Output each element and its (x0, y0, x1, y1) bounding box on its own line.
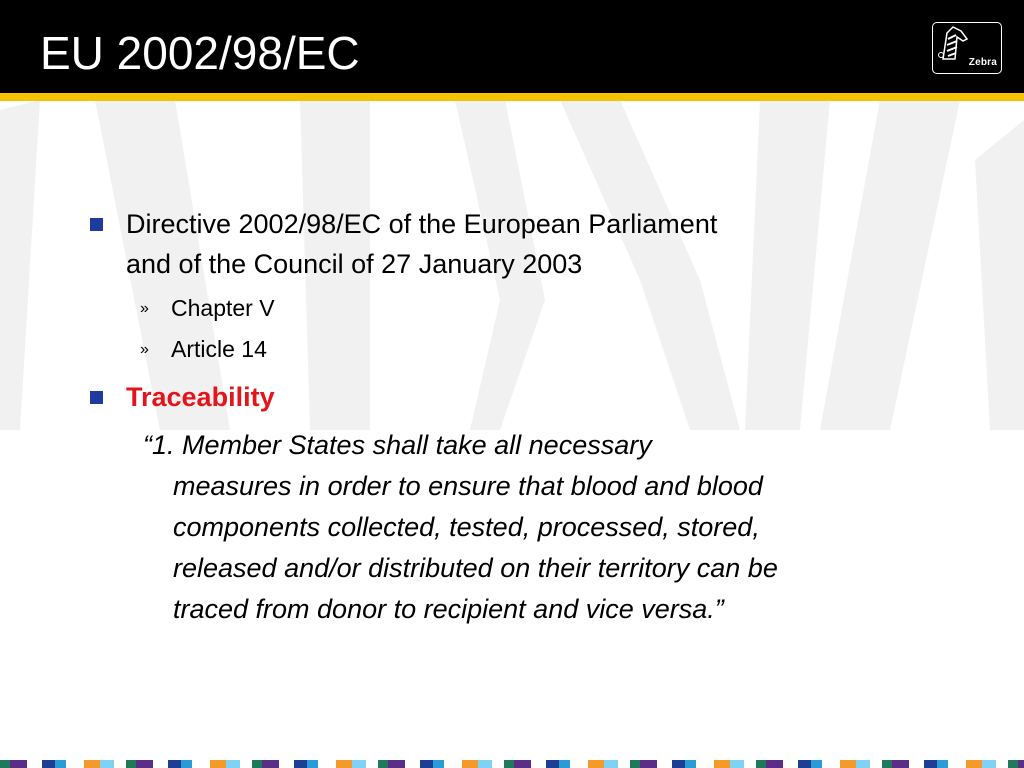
strip-segment (1008, 760, 1018, 768)
strip-segment (618, 760, 630, 768)
strip-segment (966, 760, 982, 768)
strip-segment (840, 760, 856, 768)
strip-segment (492, 760, 504, 768)
strip-segment (378, 760, 388, 768)
bullet-square-icon (90, 391, 103, 404)
strip-segment (462, 760, 478, 768)
strip-segment (982, 760, 996, 768)
strip-segment (546, 760, 559, 768)
strip-segment (181, 760, 192, 768)
bullet-square-icon (90, 218, 103, 231)
strip-segment (514, 760, 531, 768)
strip-segment (588, 760, 604, 768)
quote-line: measures in order to ensure that blood and blood (173, 471, 763, 501)
directive-quote (143, 425, 778, 630)
strip-segment (714, 760, 730, 768)
logo-wordmark: Zebra (968, 57, 997, 68)
strip-segment (27, 760, 42, 768)
strip-segment (153, 760, 168, 768)
strip-segment (405, 760, 420, 768)
strip-segment (226, 760, 240, 768)
strip-segment (240, 760, 252, 768)
strip-segment (996, 760, 1008, 768)
quote-line: “1. Member States shall take all necessary (143, 430, 652, 460)
slide-title: EU 2002/98/EC (40, 27, 360, 79)
raquo-bullet-icon: » (140, 300, 149, 317)
quote-line: components collected, tested, processed, stored, (173, 512, 760, 542)
strip-segment (892, 760, 909, 768)
strip-segment (279, 760, 294, 768)
strip-segment (696, 760, 714, 768)
bullet-directive (126, 204, 717, 284)
strip-segment (909, 760, 924, 768)
sub-bullet-article: Article 14 (171, 336, 267, 362)
strip-segment (433, 760, 444, 768)
strip-segment (744, 760, 756, 768)
strip-segment (822, 760, 840, 768)
strip-segment (937, 760, 948, 768)
title-bar (0, 0, 1024, 93)
sub-bullet-chapter: Chapter V (171, 295, 275, 321)
strip-segment (570, 760, 588, 768)
zebra-logo (932, 22, 1002, 74)
quote-line: traced from donor to recipient and vice versa.” (173, 594, 724, 624)
strip-segment (66, 760, 84, 768)
strip-segment (294, 760, 307, 768)
strip-segment (882, 760, 892, 768)
strip-segment (783, 760, 798, 768)
quote-line: released and/or distributed on their territory can be (173, 553, 778, 583)
strip-segment (604, 760, 618, 768)
strip-segment (948, 760, 966, 768)
strip-segment (168, 760, 181, 768)
strip-segment (55, 760, 66, 768)
strip-segment (126, 760, 136, 768)
strip-segment (730, 760, 744, 768)
strip-segment (856, 760, 870, 768)
strip-segment (352, 760, 366, 768)
strip-segment (210, 760, 226, 768)
strip-segment (192, 760, 210, 768)
strip-segment (336, 760, 352, 768)
strip-segment (114, 760, 126, 768)
strip-segment (811, 760, 822, 768)
strip-segment (640, 760, 657, 768)
zebra-head-icon (935, 25, 975, 61)
strip-segment (478, 760, 492, 768)
strip-segment (672, 760, 685, 768)
strip-segment (798, 760, 811, 768)
strip-segment (10, 760, 27, 768)
color-strip-footer (0, 760, 1024, 768)
strip-segment (42, 760, 55, 768)
strip-segment (100, 760, 114, 768)
strip-segment (318, 760, 336, 768)
strip-segment (136, 760, 153, 768)
strip-segment (504, 760, 514, 768)
strip-segment (366, 760, 378, 768)
strip-segment (262, 760, 279, 768)
bullet-traceability: Traceability (126, 382, 275, 412)
bullet-text-line: Directive 2002/98/EC of the European Parliament (126, 209, 718, 239)
strip-segment (559, 760, 570, 768)
strip-segment (924, 760, 937, 768)
strip-segment (84, 760, 100, 768)
bullet-text-line: and of the Council of 27 January 2003 (126, 249, 583, 279)
strip-segment (630, 760, 640, 768)
strip-segment (0, 760, 10, 768)
strip-segment (307, 760, 318, 768)
raquo-bullet-icon: » (140, 341, 149, 358)
header-accent-stripe (0, 93, 1024, 101)
strip-segment (420, 760, 433, 768)
strip-segment (756, 760, 766, 768)
strip-segment (388, 760, 405, 768)
strip-segment (657, 760, 672, 768)
strip-segment (870, 760, 882, 768)
strip-segment (1018, 760, 1024, 768)
strip-segment (531, 760, 546, 768)
strip-segment (766, 760, 783, 768)
strip-segment (685, 760, 696, 768)
strip-segment (444, 760, 462, 768)
strip-segment (252, 760, 262, 768)
